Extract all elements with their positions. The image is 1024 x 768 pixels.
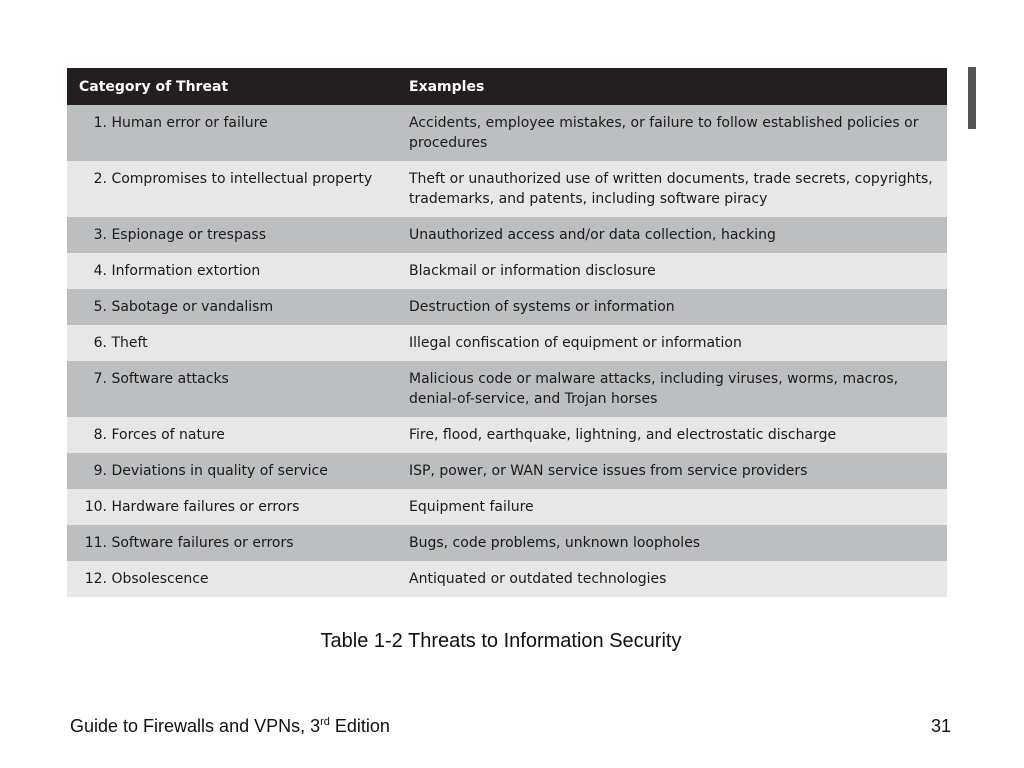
table-row — [67, 217, 947, 253]
page-number: 31 — [930, 716, 951, 736]
row-number: 8. — [93, 427, 107, 443]
category-cell — [67, 253, 399, 289]
category-cell — [67, 525, 399, 561]
examples-cell: Bugs, code problems, unknown loopholes — [399, 525, 947, 561]
table-row — [67, 361, 947, 417]
examples-cell: ISP, power, or WAN service issues from service providers — [399, 453, 947, 489]
category-text: Theft — [111, 335, 148, 351]
category-text: Information extortion — [111, 263, 261, 279]
category-text: Sabotage or vandalism — [111, 299, 274, 315]
row-number: 9. — [93, 463, 107, 479]
footer-title-suffix: Edition — [329, 716, 390, 736]
table-caption: Table 1-2 Threats to Information Security — [320, 630, 682, 652]
table-row — [67, 489, 947, 525]
category-text: Deviations in quality of service — [111, 463, 328, 479]
category-cell — [67, 453, 399, 489]
table-row — [67, 417, 947, 453]
category-cell — [67, 161, 399, 217]
table-header-row — [67, 68, 947, 105]
category-text: Software failures or errors — [111, 535, 294, 551]
row-number: 11. — [84, 535, 107, 551]
table-row — [67, 453, 947, 489]
table-row — [67, 161, 947, 217]
category-text: Espionage or trespass — [111, 227, 267, 243]
category-text: Software attacks — [111, 371, 229, 387]
row-number: 1. — [93, 115, 107, 131]
table-row — [67, 561, 947, 597]
row-number: 7. — [93, 371, 107, 387]
row-number: 10. — [84, 499, 107, 515]
column-header-examples: Examples — [399, 68, 947, 105]
category-cell — [67, 417, 399, 453]
examples-cell: Blackmail or information disclosure — [399, 253, 947, 289]
examples-cell: Antiquated or outdated technologies — [399, 561, 947, 597]
column-header-category: Category of Threat — [67, 68, 399, 105]
category-text: Forces of nature — [111, 427, 225, 443]
footer-book-title — [70, 716, 390, 737]
category-cell — [67, 217, 399, 253]
table-row — [67, 525, 947, 561]
category-text: Hardware failures or errors — [111, 499, 300, 515]
row-number: 4. — [93, 263, 107, 279]
examples-cell: Theft or unauthorized use of written documents, trade secrets, copyrights, trademarks, and patents, including software piracy — [399, 161, 947, 217]
threats-table — [67, 68, 947, 597]
category-cell — [67, 325, 399, 361]
table-row — [67, 105, 947, 161]
category-text: Human error or failure — [111, 115, 268, 131]
category-text: Obsolescence — [111, 571, 209, 587]
row-number: 5. — [93, 299, 107, 315]
table-row — [67, 325, 947, 361]
examples-cell: Equipment failure — [399, 489, 947, 525]
category-cell — [67, 289, 399, 325]
category-cell — [67, 489, 399, 525]
footer-title-prefix: Guide to Firewalls and VPNs, 3 — [70, 716, 321, 736]
examples-cell: Illegal confiscation of equipment or information — [399, 325, 947, 361]
row-number: 6. — [93, 335, 107, 351]
examples-cell: Fire, flood, earthquake, lightning, and electrostatic discharge — [399, 417, 947, 453]
category-cell — [67, 561, 399, 597]
row-number: 12. — [84, 571, 107, 587]
examples-cell: Unauthorized access and/or data collection, hacking — [399, 217, 947, 253]
examples-cell: Destruction of systems or information — [399, 289, 947, 325]
footer-title-sup: rd — [320, 716, 330, 728]
decorative-side-bar — [968, 67, 976, 129]
category-cell — [67, 105, 399, 161]
examples-cell: Accidents, employee mistakes, or failure to follow established policies or procedures — [399, 105, 947, 161]
table-row — [67, 289, 947, 325]
category-text: Compromises to intellectual property — [111, 171, 373, 187]
row-number: 3. — [93, 227, 107, 243]
row-number: 2. — [93, 171, 107, 187]
examples-cell: Malicious code or malware attacks, including viruses, worms, macros, denial-of-service, and Trojan horses — [399, 361, 947, 417]
table-row — [67, 253, 947, 289]
category-cell — [67, 361, 399, 417]
